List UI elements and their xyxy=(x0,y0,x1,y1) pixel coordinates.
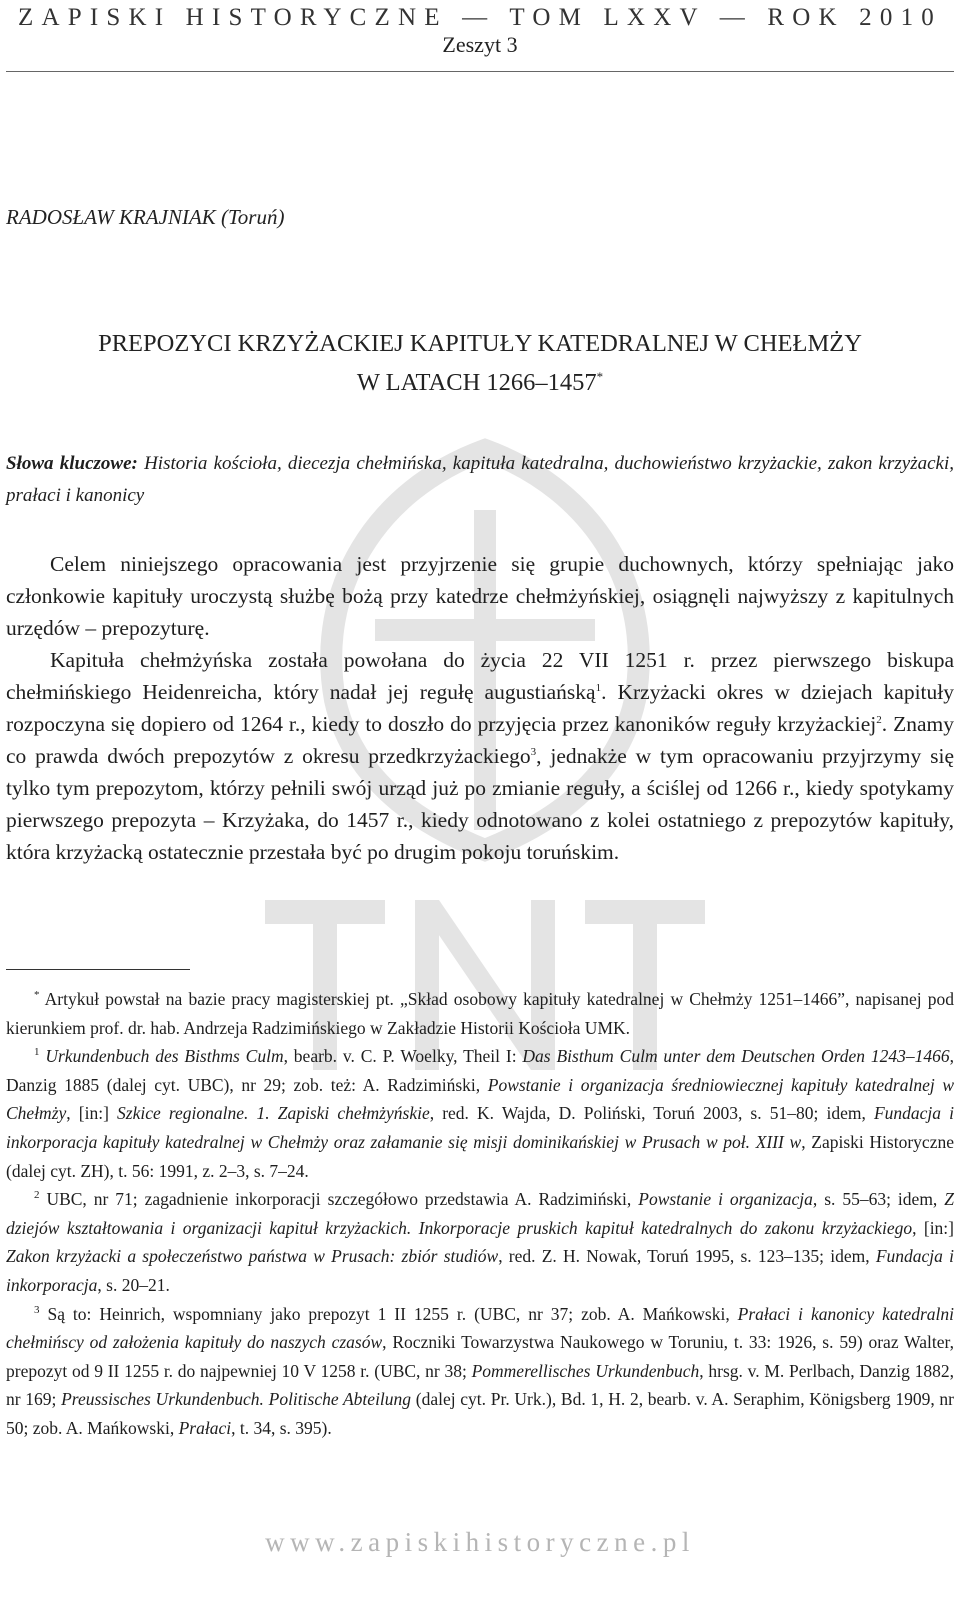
journal-header: ZAPISKI HISTORYCZNE — TOM LXXV — ROK 2010 xyxy=(18,4,942,31)
issue-number: Zeszyt 3 xyxy=(442,32,518,57)
footer-website-url: www.zapiskihistoryczne.pl xyxy=(265,1527,695,1557)
footnote-text: , [in:] xyxy=(66,1103,118,1124)
footnote-ref-3: 3 xyxy=(530,745,537,758)
footnote-mark: 2 xyxy=(34,1189,40,1202)
footnote-text: , t. 34, s. 395). xyxy=(231,1417,332,1438)
article-title xyxy=(0,327,960,399)
footnote-text: , bearb. v. C. P. Woelky, Theil I: xyxy=(283,1046,523,1067)
footnote-text: , hrsg. v. M. Perlbach, Danzig 1882, nr 169; xyxy=(6,1360,955,1410)
keywords-text: Historia kościoła, diecezja chełmińska, kapituła katedralna, duchowieństwo krzyżackie, zakon krzyżacki, prałaci i kanonicy xyxy=(6,453,955,506)
footnote-text: , red. K. Wajda, D. Poliński, Toruń 2003, s. 51–80; idem, xyxy=(429,1103,874,1124)
footnote-divider xyxy=(6,969,190,970)
title-line-2-text: W LATACH 1266–1457 xyxy=(356,369,597,397)
title-footnote-marker: * xyxy=(596,369,604,384)
body-text-segment: Kapituła chełmżyńska została powołana do życia 22 VII 1251 r. przez pierwszego biskupa chełmińskiego Heidenreicha, który nadał jej regułę augustiańską xyxy=(6,648,954,704)
footnote-text: Są to: Heinrich, wspomniany jako prepozyt 1 II 1255 r. (UBC, nr 37; zob. A. Mańkowski, xyxy=(39,1303,738,1324)
footnote-mark: 1 xyxy=(34,1046,40,1059)
footnote-mark: 3 xyxy=(34,1303,40,1316)
footnotes xyxy=(6,985,954,1443)
cited-title: Das Bisthum Culm unter dem Deutschen Orden 1243–1466 xyxy=(522,1046,950,1067)
footnote-2 xyxy=(6,1185,954,1299)
footnote-text: , red. Z. H. Nowak, Toruń 1995, s. 123–135; idem, xyxy=(498,1246,876,1267)
footnote-text: , Roczniki Towarzystwa Naukowego w Toruniu, t. 33: 1926, s. 59) oraz Walter, prepozyt od 9 II 1255 r. do najpewniej 10 V 1258 r. (UBC, nr 38; xyxy=(6,1332,954,1381)
cited-title: Urkundenbuch des Bisthms Culm xyxy=(45,1046,284,1067)
cited-title: Pommerellisches Urkundenbuch xyxy=(471,1360,700,1381)
footnote-ref-2: 2 xyxy=(876,713,882,726)
cited-title: Fundacja i inkorporacja xyxy=(6,1246,955,1295)
footnote-text: , s. 55–63; idem, xyxy=(812,1189,945,1210)
body-text-segment: . Krzyżacki okres w dziejach kapituły rozpoczyna się dopiero od 1264 r., kiedy to doszło do przyjęcia przez kanoników reguły krzyżackiej xyxy=(6,680,954,736)
footnote-star xyxy=(6,985,954,1042)
article-author: RADOSŁAW KRAJNIAK (Toruń) xyxy=(6,205,285,229)
footnote-text: UBC, nr 71; zagadnienie inkorporacji szczegółowo przedstawia A. Radzimiński, xyxy=(39,1189,639,1210)
cited-title: Z dziejów kształtowania i organizacji kapituł krzyżackich. Inkorporacje pruskich kapituł katedralnych do zakonu krzyżackiego xyxy=(6,1189,954,1238)
title-line-1: PREPOZYCI KRZYŻACKIEJ KAPITUŁY KATEDRALNEJ W CHEŁMŻY xyxy=(98,330,862,357)
cited-title: Powstanie i organizacja średniowiecznej kapituły katedralnej w Chełmży xyxy=(6,1074,954,1124)
footnote-text: , [in:] xyxy=(912,1217,954,1238)
body-paragraph-2 xyxy=(6,644,954,868)
cited-title: Prałaci xyxy=(178,1417,232,1438)
article-body xyxy=(6,548,954,868)
cited-title: Preussisches Urkundenbuch. Politische Abteilung xyxy=(61,1389,412,1410)
header-divider xyxy=(6,71,954,72)
keywords-label: Słowa kluczowe: xyxy=(6,453,138,474)
body-text-segment: , jednakże w tym opracowaniu przyjrzymy się tylko tym prepozytom, którzy pełnili swój urząd już po zmianie reguły, a ściślej od 1266 r., kiedy spotykamy pierwszego prepozyta – Krzyżaka, do 1457 r., kiedy odnotowano z kolei ostatniego z prepozytów kapituły, która krzyżacką ostatecznie przestała być po drugim pokoju toruńskim. xyxy=(6,744,954,864)
footnote-1 xyxy=(6,1042,954,1185)
footnote-text: , s. 20–21. xyxy=(97,1274,170,1295)
footnote-mark: * xyxy=(34,989,40,1002)
cited-title: Szkice regionalne. 1. Zapiski chełmżyńskie xyxy=(117,1103,430,1124)
footnote-text: Artykuł powstał na bazie pracy magisterskiej pt. „Skład osobowy kapituły katedralnej w Chełmży 1251–1466”, napisanej pod kierunkiem prof. dr. hab. Andrzeja Radzimińskiego w Zakładzie Historii Kościoła UMK. xyxy=(6,989,954,1038)
footnote-3 xyxy=(6,1300,954,1443)
footnote-ref-1: 1 xyxy=(595,681,602,694)
cited-title: Prałaci i kanonicy katedralni chełmińscy od założenia kapituły do naszych czasów xyxy=(6,1303,955,1353)
body-paragraph-1: Celem niniejszego opracowania jest przyjrzenie się grupie duchownych, którzy spełniając jako członkowie kapituły uroczystą służbę bożą przy katedrze chełmżyńskiej, osiągnęli najwyższy z kapitulnych urzędów – prepozyturę. xyxy=(6,552,954,640)
footnote-text: (dalej cyt. Pr. Urk.), Bd. 1, H. 2, bearb. v. A. Seraphim, Königsberg 1909, nr 50; zob. A. Mańkowski, xyxy=(6,1389,954,1438)
footnote-text: , Danzig 1885 (dalej cyt. UBC), nr 29; zob. też: A. Radzimiński, xyxy=(6,1046,954,1095)
body-text-segment: . Znamy co prawda dwóch prepozytów z okresu przedkrzyżackiego xyxy=(6,712,954,768)
keywords xyxy=(6,448,954,512)
title-line-2 xyxy=(0,360,960,399)
cited-title: Fundacja i inkorporacja kapituły katedralnej w Chełmży oraz załamanie się misji dominikańskiej w Prusach w poł. XIII w xyxy=(6,1103,954,1152)
cited-title: Zakon krzyżacki a społeczeństwo państwa w Prusach: zbiór studiów xyxy=(6,1246,499,1267)
footnote-text: , Zapiski Historyczne (dalej cyt. ZH), t. 56: 1991, z. 2–3, s. 7–24. xyxy=(6,1131,954,1181)
cited-title: Powstanie i organizacja xyxy=(638,1189,813,1210)
